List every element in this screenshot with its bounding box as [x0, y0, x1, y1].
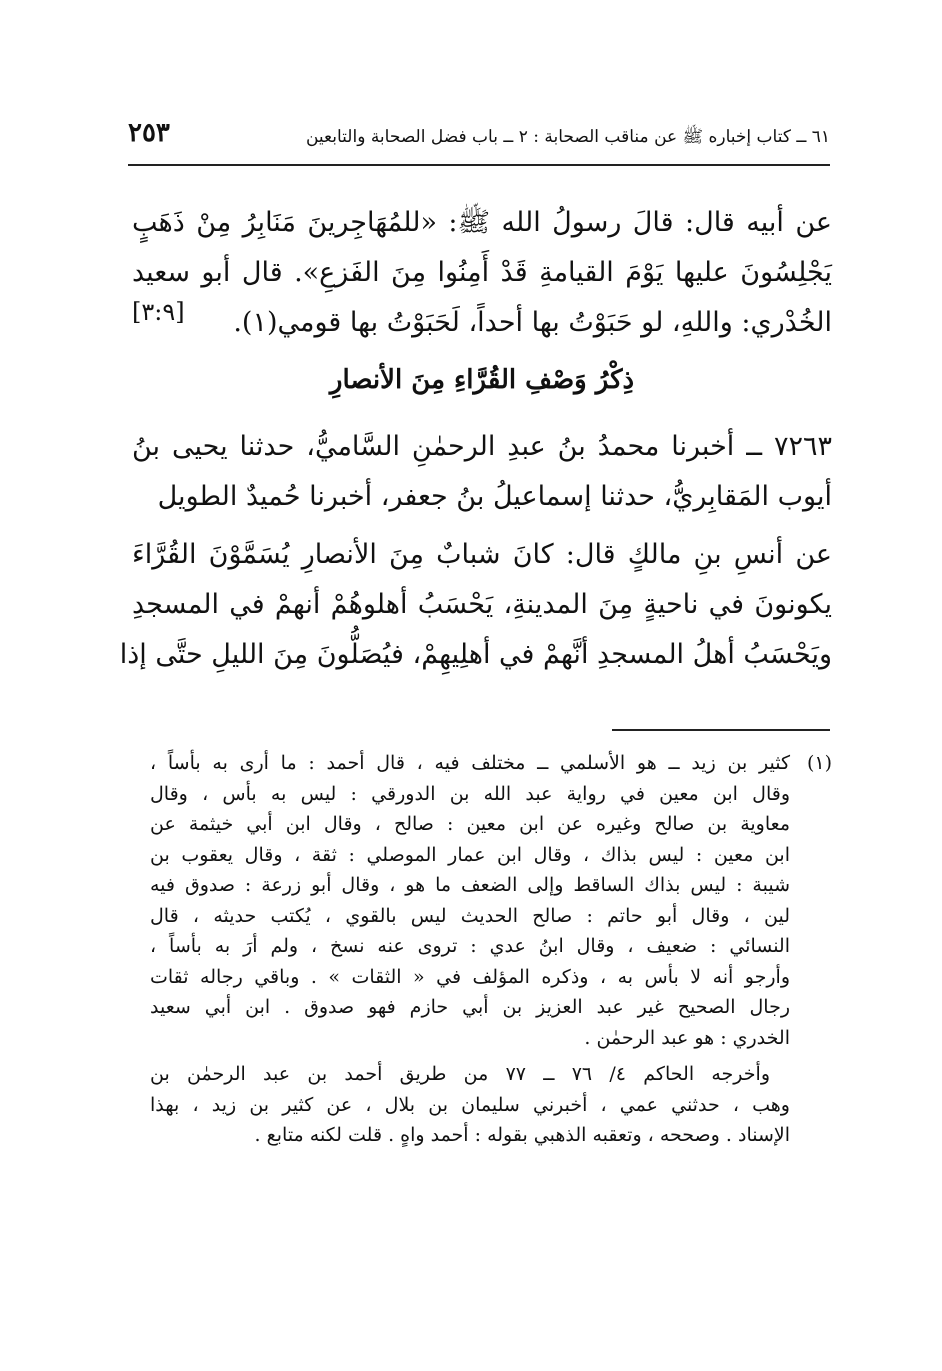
footnote-line	[150, 748, 832, 779]
text-line: عن أنسِ بنِ مالكٍ قال: كانَ شبابٌ مِنَ الأنصارِ يُسَمَّوْنَ القُرَّاءَ	[132, 539, 832, 570]
running-title: ٦١ ــ كتاب إخباره ﷺ عن مناقب الصحابة : ٢ ــ باب فضل الصحابة والتابعين	[305, 127, 830, 147]
footnote-text: وهب ، حدثني عمي ، أخبرني سليمان بن بلال ، عن كثير بن زيد ، بهذا	[150, 1093, 790, 1116]
footnote-text: رجال الصحيح غير عبد العزيز بن أبي حازم فهو صدوق . ابن أبي سعيد	[150, 996, 790, 1018]
text-line: ويَحْسَبُ أهلُ المسجدِ أنَّهمْ في أهلِيهِمْ، فيُصَلُّونَ مِنَ الليلِ حتَّى إذا	[119, 639, 832, 670]
footnote-text: وأخرجه الحاكم ٤/ ٧٦ ــ ٧٧ من طريق أحمد بن عبد الرحمٰن بن	[150, 1063, 770, 1085]
isnad-paragraph	[132, 422, 832, 522]
footnote-text: وقال ابن معين في رواية عبد الله بن الدورقي : ليس به بأس ، وقال	[150, 782, 790, 805]
section-heading: ذِكْرُ وَصْفِ القُرَّاءِ مِنَ الأنصارِ	[329, 365, 635, 395]
text-line: ٧٢٦٣ ــ أخبرنا محمدُ بنُ عبدِ الرحمٰنِ السَّاميُّ، حدثنا يحيى بنُ	[132, 431, 832, 462]
footnote-text: ابن معين : ليس بذاك ، وقال ابن عمار الموصلي : ثقة ، وقال يعقوب بن	[150, 843, 790, 866]
footnote-line	[150, 962, 832, 993]
footnote-text: كثير بن زيد ــ هو الأسلمي ــ مختلف فيه ، قال أحمد : ما أرى به بأساً ،	[150, 752, 790, 774]
footnote-line	[150, 992, 832, 1023]
footnote-line	[150, 840, 832, 871]
text-line: الخُدْري: واللهِ، لو حَبَوْتُ بها أحداً، لَحَبَوْتُ بها قومي(١).	[233, 307, 832, 338]
footnote-text: معاوية بن صالح وغيره عن ابن معين : صالح ، وقال ابن أبي خيثمة عن	[150, 813, 790, 835]
text-line: عن أبيه قال: قالَ رسولُ الله ﷺ: «للمُهَاجِرينَ مَنَابِرُ مِنْ ذَهَبٍ	[132, 207, 832, 238]
footnote-line	[150, 779, 832, 810]
footnote-number: (١)	[806, 752, 832, 774]
footnote-text: النسائي : ضعيف ، وقال ابنُ عدي : تروى عنه نسخ ، ولم أرَ به بأساً ،	[150, 935, 790, 957]
text-line: أيوب المَقابِريُّ، حدثنا إسماعيلُ بنُ جعفر، أخبرنا حُميدٌ الطويل	[157, 481, 832, 512]
reference-tag: [٣:٩]	[132, 298, 185, 326]
footnote-line	[150, 1059, 832, 1090]
footnote-line	[150, 1023, 832, 1054]
hadith-text-paragraph-2	[119, 530, 832, 680]
footnote-text: وأرجو أنه لا بأس به ، وذكره المؤلف في « الثقات » . وباقي رجاله ثقات	[150, 965, 790, 988]
text-line: يَجْلِسُونَ عليها يَوْمَ القيامةِ قَدْ أَمِنُوا مِنَ الفَزعِ». قال أبو سعيد	[132, 257, 832, 288]
footnote-text: الإسناد . وصححه ، وتعقبه الذهبي بقوله : أحمد واهٍ . قلت لكنه متابع .	[254, 1124, 790, 1146]
footnote-divider	[612, 729, 830, 731]
footnote-line	[150, 931, 832, 962]
hadith-text-paragraph	[132, 198, 832, 348]
header-divider	[128, 164, 830, 166]
footnote-text: شيبة : ليس بذاك الساقط وإلى الضعف ما هو ، وقال أبو زرعة : صدوق فيه	[150, 874, 790, 896]
footnote-line	[150, 1120, 832, 1151]
footnote-line	[150, 901, 832, 932]
footnote-line	[150, 870, 832, 901]
footnote-line	[150, 809, 832, 840]
footnotes	[150, 748, 832, 1151]
footnote-text: لين ، وقال أبو حاتم : صالح الحديث ليس بالقوي ، يُكتب حديثه ، قال	[150, 904, 790, 927]
page-number: ٢٥٣	[128, 118, 170, 148]
page-header	[128, 118, 830, 158]
text-line: يكونونَ في ناحيةٍ مِنَ المدينةِ، يَحْسَبُ أهلوهُمْ أنهمْ في المسجدِ	[132, 589, 832, 620]
footnote-line	[150, 1090, 832, 1121]
footnote-text: الخدري : هو عبد الرحمٰن .	[584, 1026, 790, 1049]
